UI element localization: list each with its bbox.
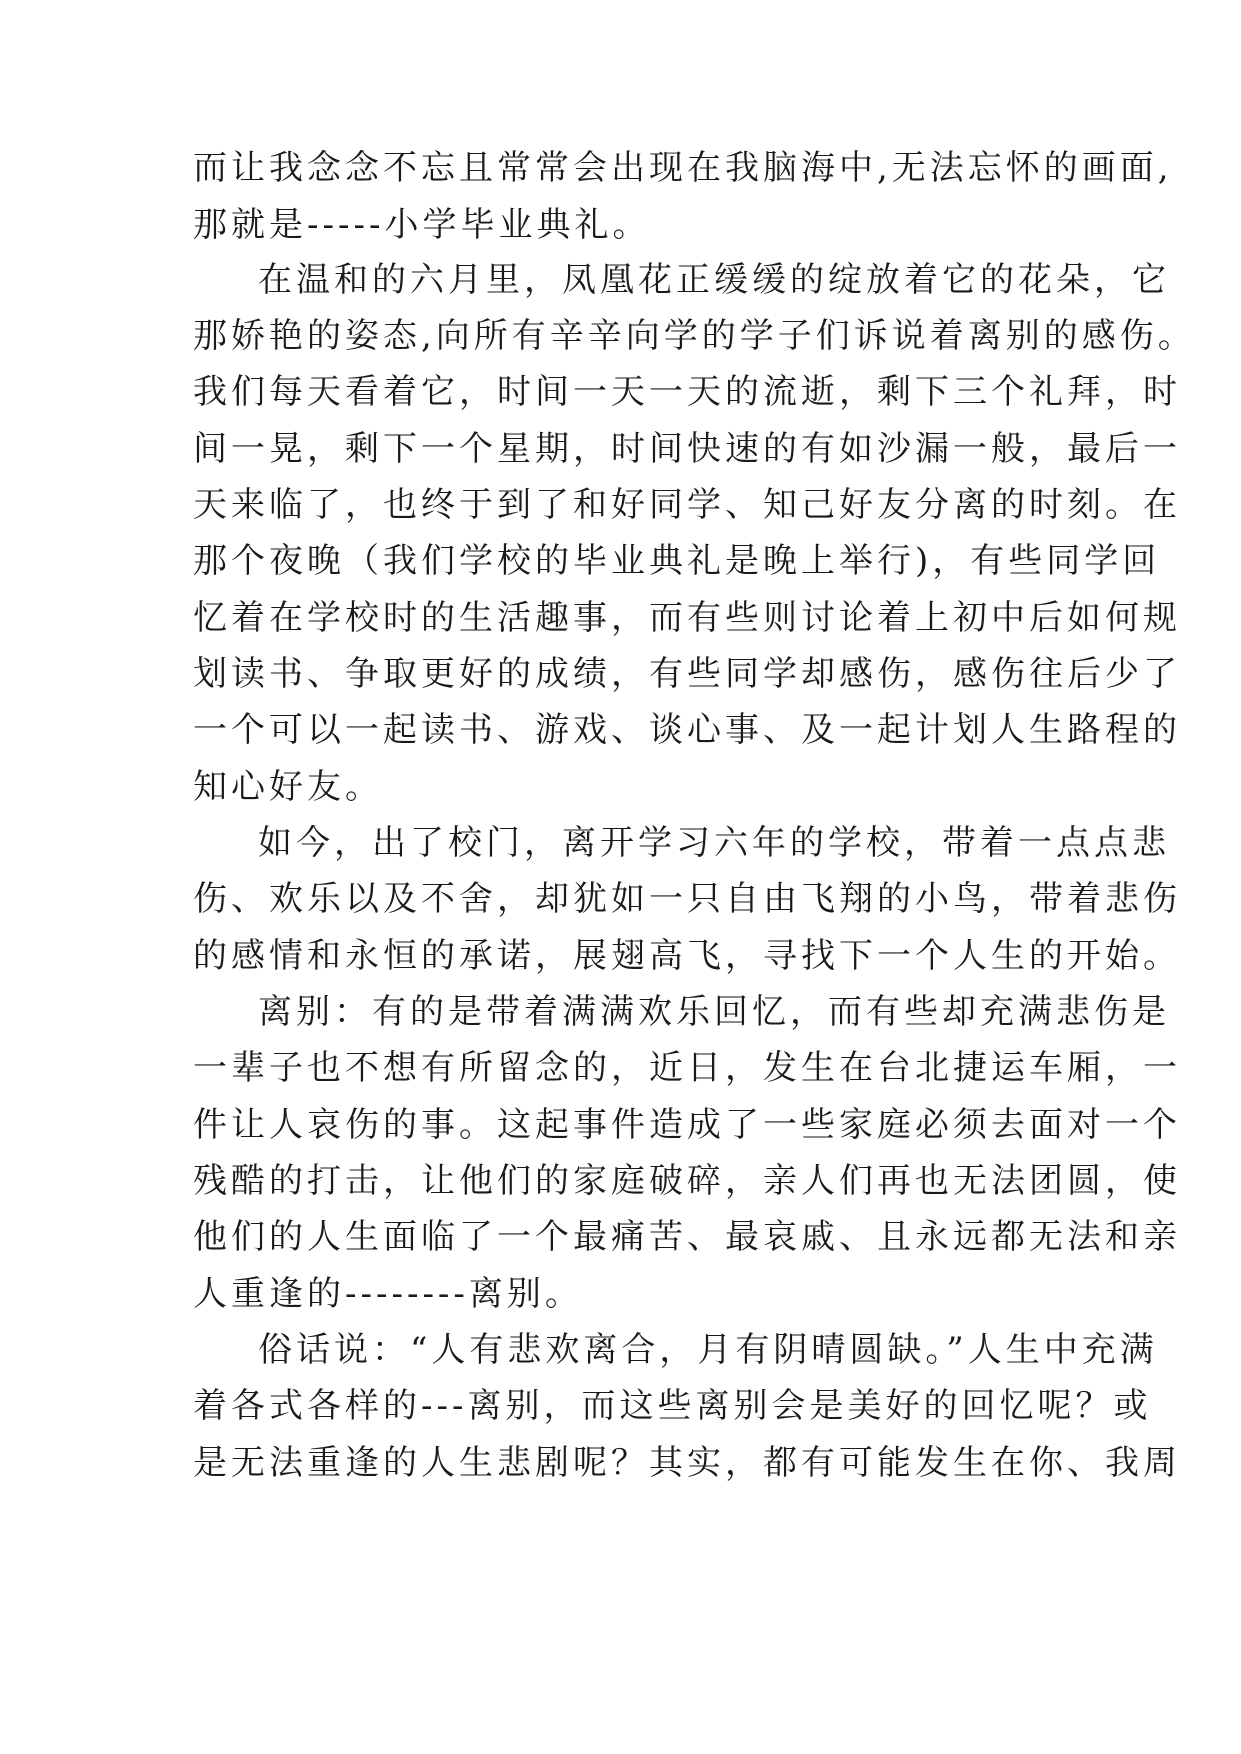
text-line: 着各式各样的---离别，而这些离别会是美好的回忆呢？或 (193, 1386, 1152, 1426)
text-line: 他们的人生面临了一个最痛苦、最哀戚、且永远都无法和亲 (193, 1217, 1181, 1257)
text-line: 伤、欢乐以及不舍，却犹如一只自由飞翔的小鸟，带着悲伤 (193, 879, 1181, 919)
text-line: 间一晃，剩下一个星期，时间快速的有如沙漏一般，最后一 (193, 429, 1181, 469)
text-line: 一辈子也不想有所留念的，近日，发生在台北捷运车厢，一 (193, 1048, 1181, 1088)
text-line: 那娇艳的姿态,向所有辛辛向学的学子们诉说着离别的感伤。 (193, 316, 1196, 356)
text-line: 那就是-----小学毕业典礼。 (193, 205, 651, 245)
paragraph-start-line: 在温和的六月里，凤凰花正缓缓的绽放着它的花朵，它 (258, 260, 1170, 300)
text-line: 知心好友。 (193, 767, 383, 807)
text-line: 是无法重逢的人生悲剧呢？其实，都有可能发生在你、我周 (193, 1443, 1181, 1483)
text-line: 天来临了，也终于到了和好同学、知己好友分离的时刻。在 (193, 485, 1181, 525)
text-line: 划读书、争取更好的成绩，有些同学却感伤，感伤往后少了 (193, 654, 1181, 694)
text-line: 一个可以一起读书、游戏、谈心事、及一起计划人生路程的 (193, 710, 1181, 750)
text-line: 那个夜晚（我们学校的毕业典礼是晚上举行)，有些同学回 (193, 541, 1161, 581)
text-line: 件让人哀伤的事。这起事件造成了一些家庭必须去面对一个 (193, 1105, 1181, 1145)
text-line: 忆着在学校时的生活趣事，而有些则讨论着上初中后如何规 (193, 598, 1181, 638)
paragraph-start-line: 如今，出了校门，离开学习六年的学校，带着一点点悲 (258, 823, 1170, 863)
text-line: 残酷的打击，让他们的家庭破碎，亲人们再也无法团圆，使 (193, 1161, 1181, 1201)
text-line: 的感情和永恒的承诺，展翅高飞，寻找下一个人生的开始。 (193, 936, 1181, 976)
paragraph-start-line: 俗话说：“人有悲欢离合，月有阴晴圆缺。”人生中充满 (258, 1330, 1158, 1370)
text-line: 而让我念念不忘且常常会出现在我脑海中,无法忘怀的画面, (193, 148, 1173, 188)
text-line: 人重逢的--------离别。 (193, 1274, 583, 1314)
text-line: 我们每天看着它，时间一天一天的流逝，剩下三个礼拜，时 (193, 372, 1181, 412)
paragraph-start-line: 离别：有的是带着满满欢乐回忆，而有些却充满悲伤是 (258, 992, 1170, 1032)
